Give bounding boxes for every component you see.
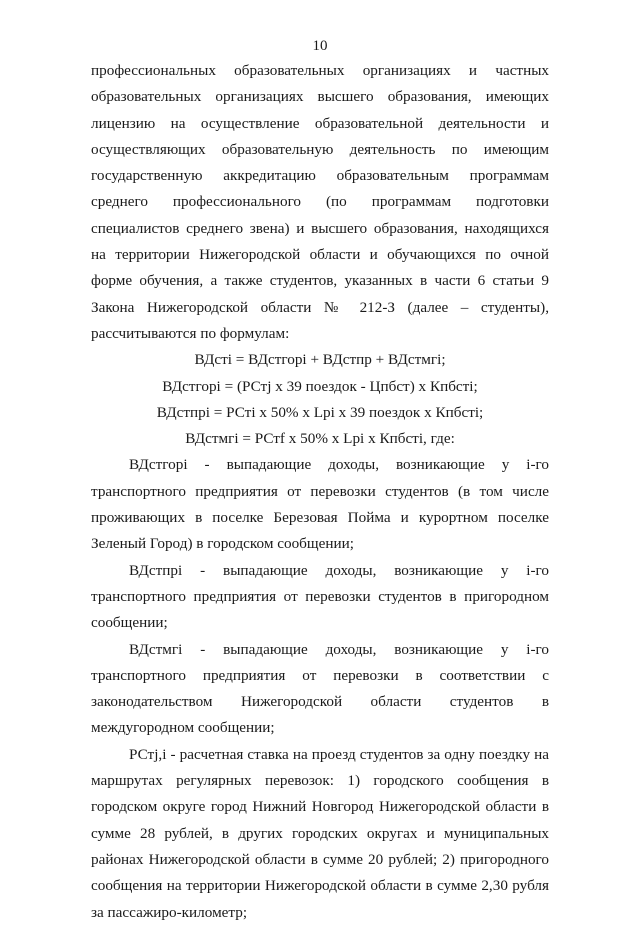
formula-total: ВДстi = ВДстгорi + ВДстпр + ВДстмгi; bbox=[194, 351, 446, 369]
formula-intercity: ВДстмгi = РСтf x 50% x Lрi x Кпбстi, где: bbox=[185, 430, 455, 448]
page-number: 10 bbox=[312, 38, 328, 54]
definition-intercity-revenue: ВДстмгi - выпадающие доходы, возникающие у i-го транспортного предприятия от перевозки в соответствии с законодательством Нижегородской области студентов в междугородном сообщении; bbox=[91, 640, 549, 737]
definition-suburban-revenue: ВДстпрi - выпадающие доходы, возникающие у i-го транспортного предприятия от перевозки студентов в пригородном сообщении; bbox=[91, 561, 549, 632]
formula-city: ВДстгорi = (РСтj x 39 поездок - Цпбст) x Кпбстi; bbox=[162, 377, 478, 395]
document-body bbox=[91, 58, 549, 926]
definition-city-revenue: ВДстгорi - выпадающие доходы, возникающие у i-го транспортного предприятия от перевозки студентов (в том числе проживающих в поселке Березовая Пойма и курортном поселке Зеленый Город) в городском сообщении; bbox=[91, 456, 549, 553]
formula-suburban: ВДстпрi = РСтi x 50% x Lрi x 39 поездок x Кпбстi; bbox=[156, 403, 484, 421]
intro-paragraph: профессиональных образовательных организациях и частных образовательных организациях высшего образования, имеющих лицензию на осуществление образовательной деятельности и осуществляющих образовательную деятельность по имеющим государственную аккредитацию образовательным программам среднего профессионального (по программам подготовки специалистов среднего звена) и высшего образования, находящихся на территории Нижегородской области и обучающихся по очной форме обучения, а также студентов, указанных в части 6 статьи 9 Закона Нижегородской области № 212-З (далее – студенты), рассчитываются по формулам: bbox=[91, 62, 549, 342]
definition-fare-rate: РСтj,i - расчетная ставка на проезд студентов за одну поездку на маршрутах регулярных перевозок: 1) городского сообщения в городском округе город Нижний Новгород Нижегородской области в сумме 28 рублей, в других городских округах и муниципальных районах Нижегородской области в сумме 20 рублей; 2) пригородного сообщения на территории Нижегородской области в сумме 2,30 рубля за пассажиро-километр; bbox=[91, 745, 549, 921]
